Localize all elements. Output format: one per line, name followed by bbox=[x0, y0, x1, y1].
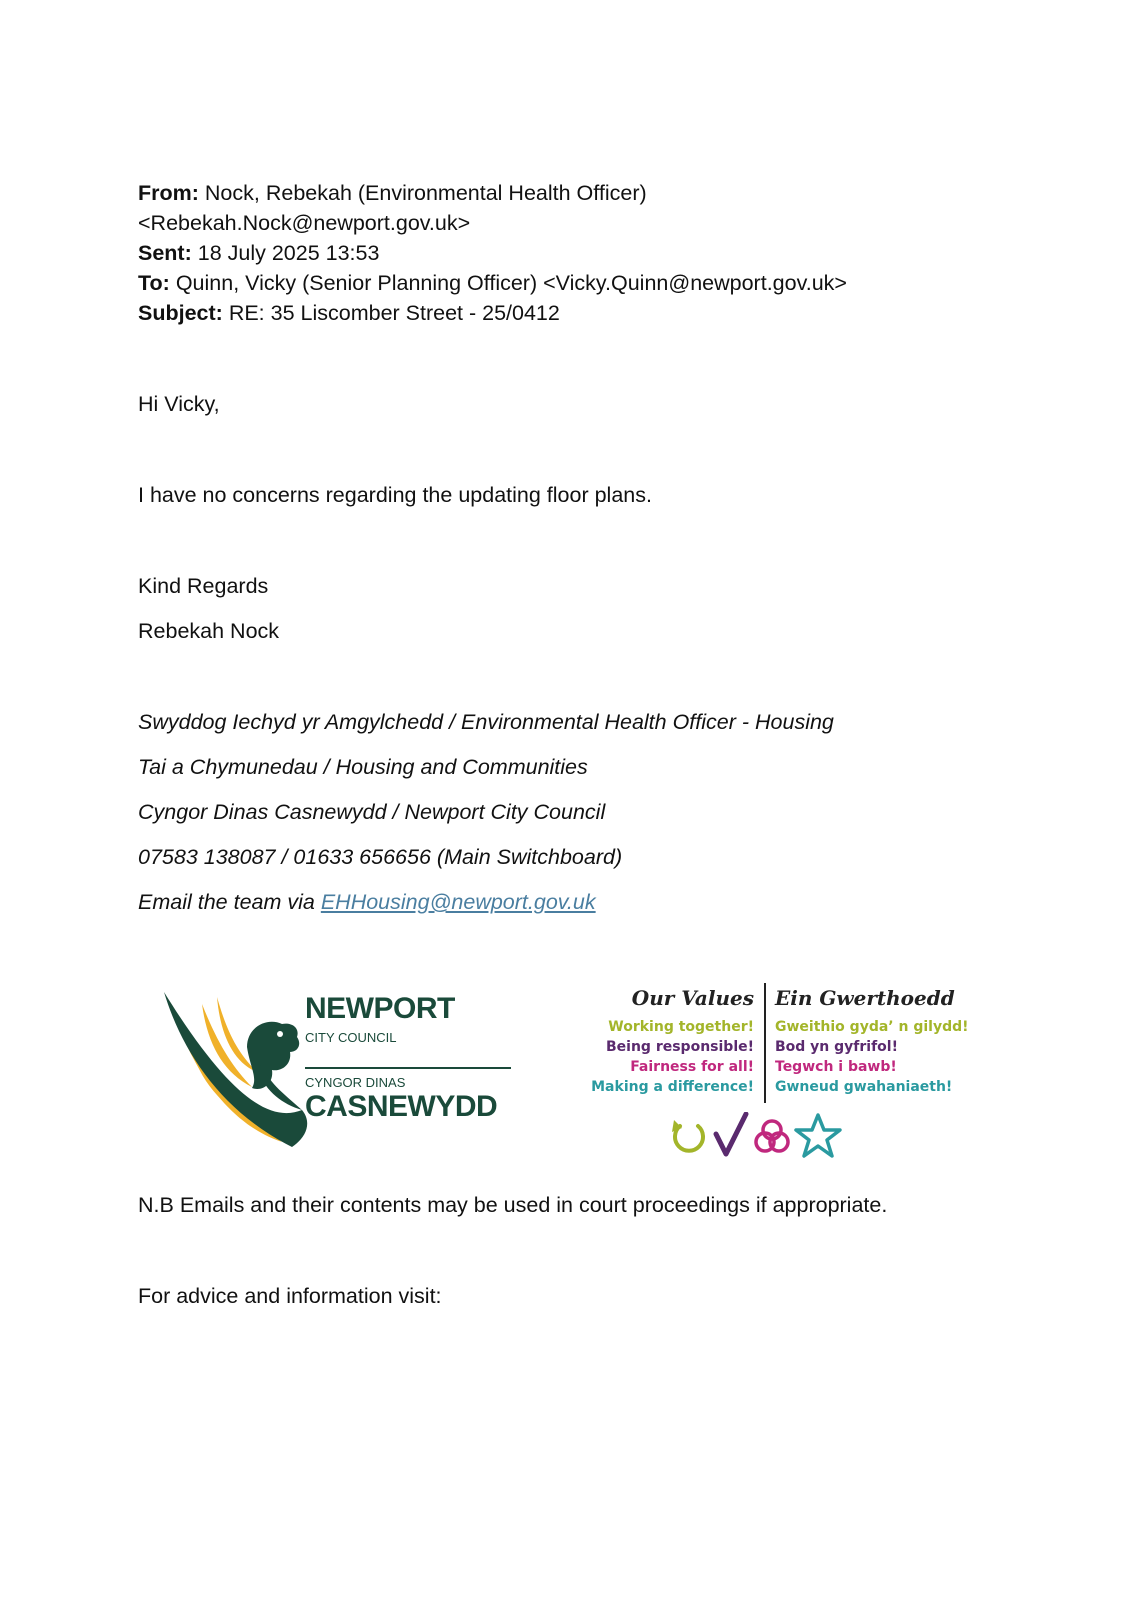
from-label: From: bbox=[138, 181, 199, 205]
checkmark-icon bbox=[716, 1114, 746, 1154]
signature-council: Cyngor Dinas Casnewydd / Newport City Council bbox=[138, 800, 606, 824]
value-cy-tegwch: Tegwch i bawb! bbox=[775, 1059, 897, 1075]
refresh-arrow-icon bbox=[672, 1120, 703, 1151]
signature-phone: 07583 138087 / 01633 656656 (Main Switchboard) bbox=[138, 845, 623, 869]
interlocking-rings-icon bbox=[756, 1121, 788, 1151]
from-address: <Rebekah.Nock@newport.gov.uk> bbox=[138, 211, 471, 235]
logo-cyngor-dinas: CYNGOR DINAS bbox=[305, 1075, 406, 1090]
advice-line: For advice and information visit: bbox=[138, 1284, 442, 1308]
sent-value: 18 July 2025 13:53 bbox=[197, 241, 380, 265]
values-heading-cy: Ein Gwerthoedd bbox=[775, 986, 955, 1010]
subject-label: Subject: bbox=[138, 301, 223, 325]
greeting: Hi Vicky, bbox=[138, 392, 220, 416]
subject-line bbox=[138, 298, 560, 328]
value-en-working-together: Working together! bbox=[608, 1019, 754, 1035]
values-divider bbox=[764, 983, 766, 1103]
to-line bbox=[138, 268, 847, 298]
value-cy-gweithio: Gweithio gyda’ n gilydd! bbox=[775, 1019, 969, 1035]
logo-casnewydd: CASNEWYDD bbox=[305, 1090, 498, 1123]
value-en-making-difference: Making a difference! bbox=[591, 1079, 754, 1095]
to-label: To: bbox=[138, 271, 170, 295]
sent-label: Sent: bbox=[138, 241, 192, 265]
signature-title: Swyddog Iechyd yr Amgylchedd / Environmental Health Officer - Housing bbox=[138, 710, 834, 734]
closing: Kind Regards bbox=[138, 574, 269, 598]
sender-name: Rebekah Nock bbox=[138, 619, 280, 643]
team-email-link[interactable]: EHHousing@newport.gov.uk bbox=[320, 890, 596, 914]
value-en-being-responsible: Being responsible! bbox=[606, 1039, 754, 1055]
logo-city-council: CITY COUNCIL bbox=[305, 1030, 397, 1045]
value-cy-gwneud: Gwneud gwahaniaeth! bbox=[775, 1079, 953, 1095]
legal-note: N.B Emails and their contents may be used in court proceedings if appropriate. bbox=[138, 1193, 888, 1217]
values-heading-en: Our Values bbox=[631, 986, 754, 1010]
from-line bbox=[138, 178, 647, 208]
value-en-fairness: Fairness for all! bbox=[630, 1059, 754, 1075]
to-value: Quinn, Vicky (Senior Planning Officer) <Vicky.Quinn@newport.gov.uk> bbox=[175, 271, 847, 295]
subject-value: RE: 35 Liscomber Street - 25/0412 bbox=[228, 301, 560, 325]
signature-email-prefix: Email the team via bbox=[138, 890, 321, 914]
values-icons bbox=[668, 1112, 858, 1160]
logo-divider bbox=[305, 1067, 511, 1069]
signature-email-line bbox=[138, 887, 596, 917]
from-value: Nock, Rebekah (Environmental Health Officer) bbox=[204, 181, 647, 205]
value-cy-bod-yn-gyfrifol: Bod yn gyfrifol! bbox=[775, 1039, 898, 1055]
signature-department: Tai a Chymunedau / Housing and Communities bbox=[138, 755, 588, 779]
logo-newport: NEWPORT bbox=[305, 992, 455, 1025]
sent-line bbox=[138, 238, 379, 268]
star-icon bbox=[796, 1115, 840, 1156]
message: I have no concerns regarding the updating floor plans. bbox=[138, 483, 652, 507]
